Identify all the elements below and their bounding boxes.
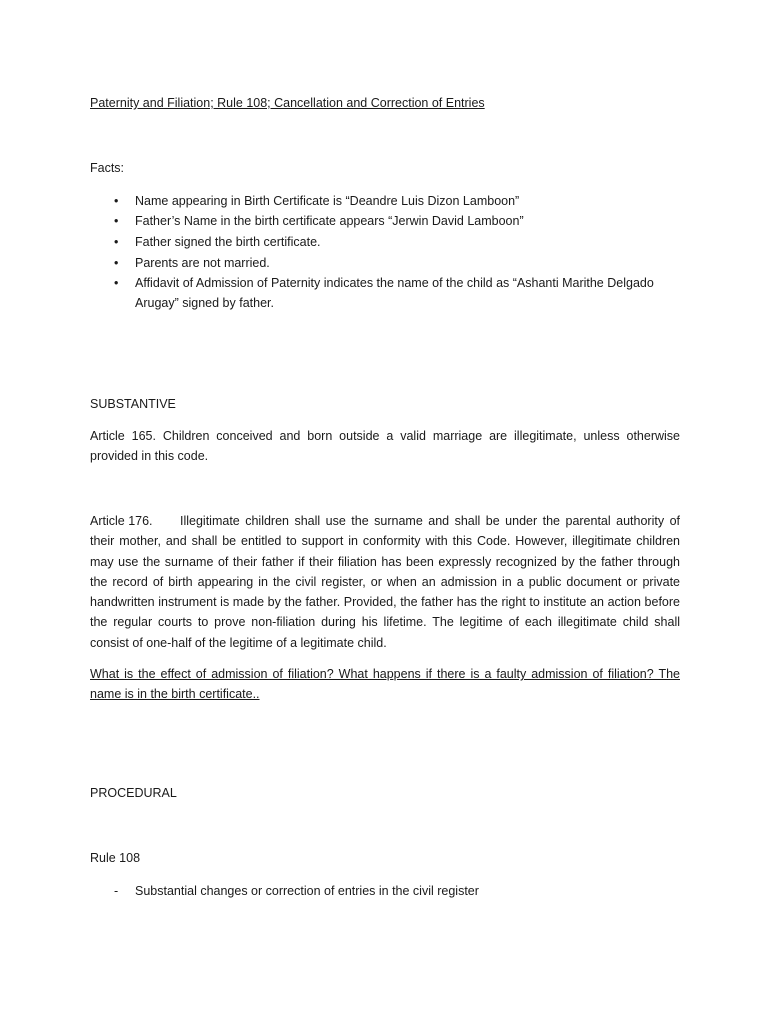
article-165-paragraph: Article 165. Children conceived and born outside a valid marriage are illegitimate, unless otherwise provided in this code. bbox=[90, 429, 680, 464]
substantive-heading: SUBSTANTIVE bbox=[90, 397, 176, 411]
article-176-paragraph bbox=[90, 511, 680, 653]
rule-108-heading: Rule 108 bbox=[90, 851, 141, 865]
article-176-text: Illegitimate children shall use the surname and shall be under the parental authority of their mother, and shall be entitled to support in conformity with this Code. However, illegitimate children may use the surname of their father if their filiation has been expressly recognized by the father through the record of birth appearing in the civil register, or when an admission in a public document or private handwritten instrument is made by the father. Provided, the father has the right to institute an action before the regular courts to prove non-filiation during his lifetime. The legitime of each illegitimate child shall consist of one-half of the legitime of a legitimate child. bbox=[90, 514, 680, 650]
dash-marker: - bbox=[114, 884, 119, 898]
bullet-icon: • bbox=[114, 235, 119, 249]
fact-text: Father signed the birth certificate. bbox=[135, 235, 321, 249]
fact-text: Name appearing in Birth Certificate is “Deandre Luis Dizon Lamboon” bbox=[135, 194, 520, 208]
question-paragraph: What is the effect of admission of filiation? What happens if there is a faulty admission of filiation? The name is in the birth certificate.. bbox=[90, 667, 680, 702]
bullet-icon: • bbox=[114, 276, 119, 290]
procedural-heading: PROCEDURAL bbox=[90, 786, 177, 800]
bullet-icon: • bbox=[114, 194, 119, 208]
bullet-icon: • bbox=[114, 214, 119, 228]
fact-text: Parents are not married. bbox=[135, 256, 270, 270]
rule-item-text: Substantial changes or correction of entries in the civil register bbox=[135, 884, 479, 898]
fact-text: Father’s Name in the birth certificate appears “Jerwin David Lamboon” bbox=[135, 214, 524, 228]
fact-text: Affidavit of Admission of Paternity indicates the name of the child as “Ashanti Marithe Delgado Arugay” signed by father. bbox=[135, 276, 654, 310]
document-title: Paternity and Filiation; Rule 108; Cancellation and Correction of Entries bbox=[90, 96, 485, 110]
article-176-label: Article 176. bbox=[90, 514, 153, 528]
facts-heading: Facts: bbox=[90, 161, 125, 175]
bullet-icon: • bbox=[114, 256, 119, 270]
